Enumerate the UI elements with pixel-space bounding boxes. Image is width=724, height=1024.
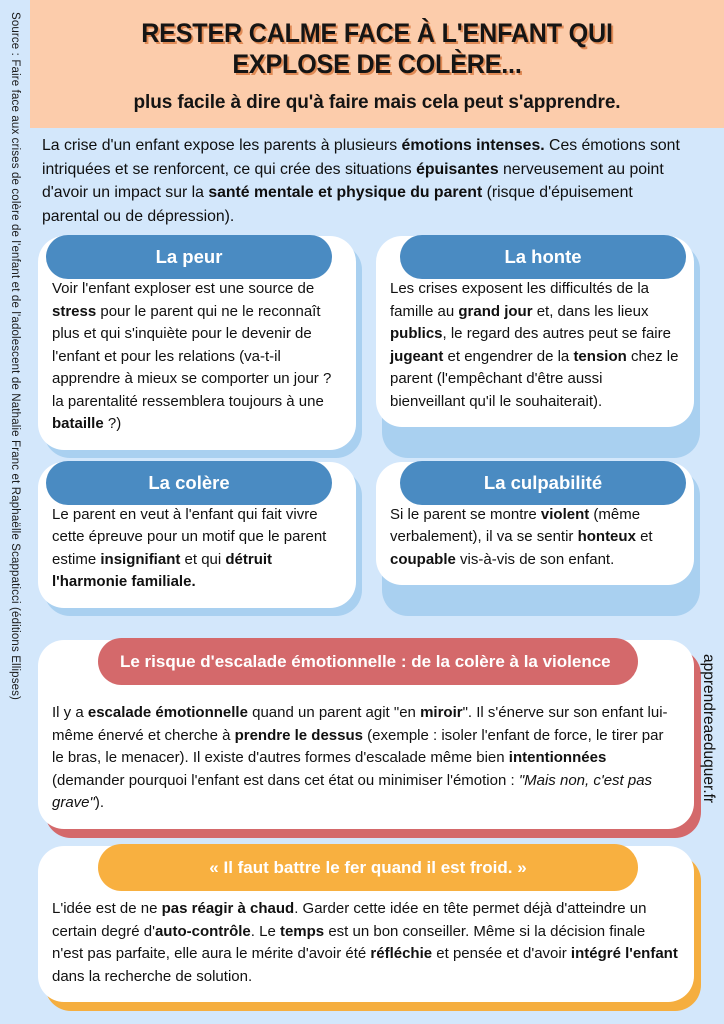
card-text-culpabilite: Si le parent se montre violent (même verbalement), il va se sentir honteux et coupable vis-à-vis de son enfant. bbox=[390, 505, 653, 568]
header-banner bbox=[30, 0, 724, 128]
escalade-title: Le risque d'escalade émotionnelle : de la colère à la violence bbox=[98, 638, 638, 685]
emotion-card-peur bbox=[38, 236, 356, 450]
card-text-colere: Le parent en veut à l'enfant qui fait vivre cette épreuve pour un motif que le parent estime insignifiant et qui détruit l'harmonie familiale. bbox=[52, 505, 327, 590]
card-text-peur: Voir l'enfant exploser est une source de stress pour le parent qui ne le reconnaît plus et qui s'inquiète pour le devenir de l'enfant et pour les relations (va-t-il apprendre à mieux se comporter un jour ? la parentalité ressemblera toujours à une bataille ?) bbox=[52, 280, 332, 432]
site-credit-strip bbox=[692, 632, 724, 1024]
escalade-text: Il y a escalade émotionnelle quand un parent agit "en miroir". Il s'énerve sur son enfant lui-même énervé et cherche à prendre le dessus (exemple : isoler l'enfant de force, le tirer par le bras, le menacer). Il existe d'autres formes d'escalade même bien intentionnées (demander pourquoi l'enfant est dans cet état ou minimiser l'émotion : "Mais non, c'est pas grave"). bbox=[52, 704, 668, 811]
fer-text: L'idée est de ne pas réagir à chaud. Garder cette idée en tête permet déjà d'atteindre un certain degré d'auto-contrôle. Le temps est un bon conseiller. Même si la décision finale n'est pas parfaite, elle aura le mérite d'avoir été réfléchie et pensée et d'avoir intégré l'enfant dans la recherche de solution. bbox=[52, 900, 678, 985]
card-text-honte: Les crises exposent les difficultés de la famille au grand jour et, dans les lieux publics, le regard des autres peut se faire jugeant et engendrer de la tension chez le parent (l'empêchant d'être aussi bienveillant qu'il le souhaiterait). bbox=[390, 280, 679, 410]
fer-section bbox=[38, 846, 694, 1002]
card-title-colere: La colère bbox=[46, 461, 332, 505]
emotion-card-grid bbox=[38, 236, 694, 608]
card-title-culpabilite: La culpabilité bbox=[400, 461, 686, 505]
emotion-card-honte bbox=[376, 236, 694, 450]
site-credit-text: apprendreaeduquer.fr bbox=[700, 654, 717, 804]
page-title-line-2: EXPLOSE DE COLÈRE... bbox=[232, 49, 522, 79]
page-title bbox=[73, 18, 681, 80]
escalade-section bbox=[38, 640, 694, 829]
page-subtitle: plus facile à dire qu'à faire mais cela peut s'apprendre. bbox=[133, 92, 621, 113]
emotion-card-culpabilite bbox=[376, 462, 694, 608]
card-title-peur: La peur bbox=[46, 235, 332, 279]
page-title-line-1: RESTER CALME FACE À L'ENFANT QUI bbox=[141, 18, 613, 48]
fer-title: « Il faut battre le fer quand il est froid. » bbox=[98, 844, 638, 891]
intro-paragraph: La crise d'un enfant expose les parents à plusieurs émotions intenses. Ces émotions sont intriquées et se renforcent, ce qui crée des situations épuisantes nerveusement au point d'avoir un impact sur la santé mentale et physique du parent (risque d'épuisement parental ou de dépression). bbox=[42, 137, 680, 225]
source-attribution-strip bbox=[0, 0, 30, 1024]
emotion-card-colere bbox=[38, 462, 356, 608]
source-attribution-text: Source : Faire face aux crises de colère de l'enfant et de l'adolescent de Nathalie Franc et Raphaëlle Scappaticci (éditions Ellipses) bbox=[9, 12, 21, 701]
card-title-honte: La honte bbox=[400, 235, 686, 279]
